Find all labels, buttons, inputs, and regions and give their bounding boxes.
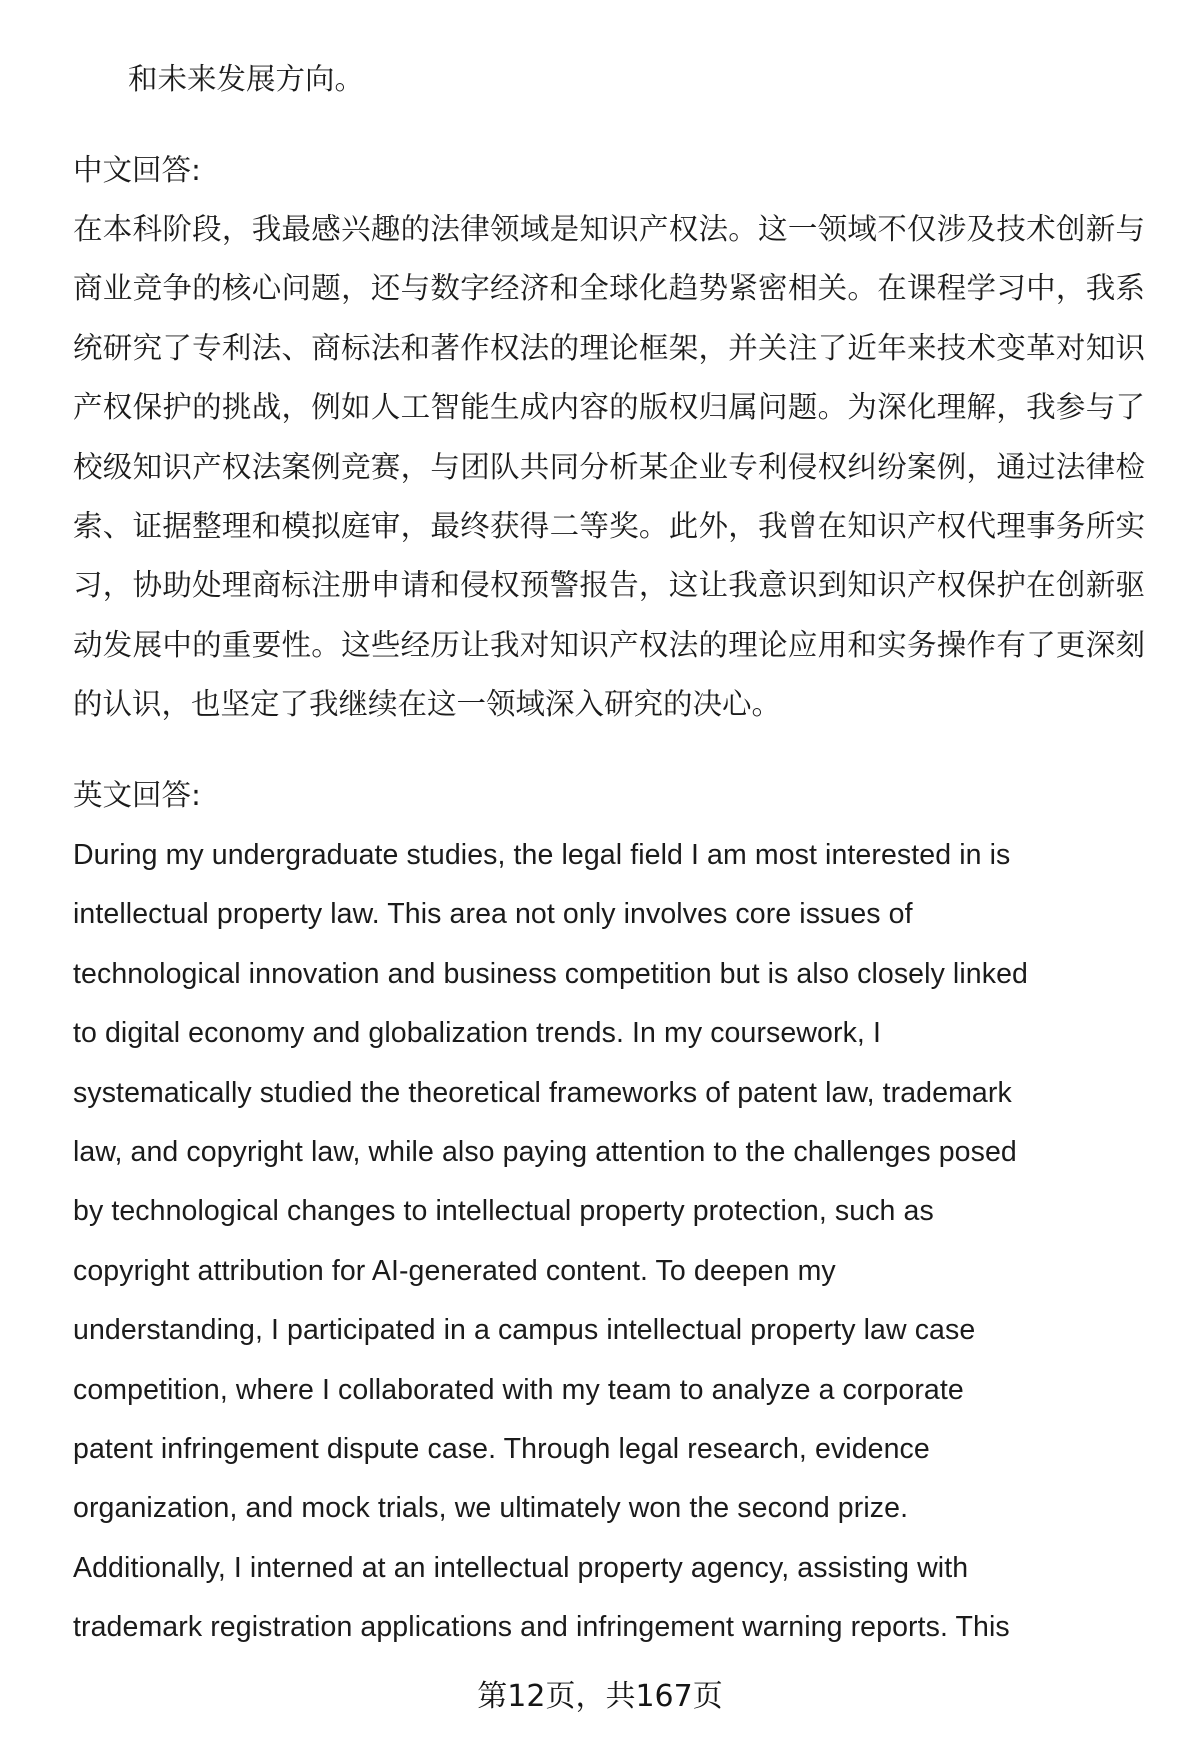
- text-line: During my undergraduate studies, the legal field I am most interested in is: [73, 839, 1011, 871]
- text-line: 在本科阶段，我最感兴趣的法律领域是知识产权法。这一领域不仅涉及技术创新与: [73, 212, 1145, 246]
- text-line: copyright attribution for AI-generated content. To deepen my: [73, 1254, 836, 1287]
- chinese-answer-heading: 中文回答:: [73, 153, 201, 187]
- continuation-line: 和未来发展方向。: [128, 62, 365, 96]
- text-line: 商业竞争的核心问题，还与数字经济和全球化趋势紧密相关。在课程学习中，我系: [73, 271, 1145, 306]
- english-answer-paragraph: [73, 826, 1163, 1657]
- text-line: technological innovation and business competition but is also closely linked: [73, 957, 1029, 990]
- text-line: 的认识，也坚定了我继续在这一领域深入研究的决心。: [73, 687, 782, 722]
- text-line: understanding, I participated in a campus intellectual property law case: [73, 1314, 976, 1347]
- text-line: organization, and mock trials, we ultimately won the second prize.: [73, 1492, 909, 1525]
- text-line: intellectual property law. This area not only involves core issues of: [73, 898, 913, 931]
- text-line: 习，协助处理商标注册申请和侵权预警报告，这让我意识到知识产权保护在创新驱: [73, 568, 1145, 603]
- text-line: trademark registration applications and infringement warning reports. This: [73, 1611, 1010, 1644]
- text-line: Additionally, I interned at an intellectual property agency, assisting with: [73, 1551, 969, 1584]
- english-answer-heading: 英文回答:: [73, 778, 201, 812]
- text-line: patent infringement dispute case. Through legal research, evidence: [73, 1432, 930, 1465]
- text-line: systematically studied the theoretical frameworks of patent law, trademark: [73, 1076, 1012, 1109]
- text-line: by technological changes to intellectual property protection, such as: [73, 1195, 934, 1228]
- chinese-answer-paragraph: [73, 200, 1145, 735]
- text-line: 统研究了专利法、商标法和著作权法的理论框架，并关注了近年来技术变革对知识: [73, 330, 1145, 365]
- text-line: law, and copyright law, while also paying attention to the challenges posed: [73, 1135, 1017, 1168]
- text-line: 产权保护的挑战，例如人工智能生成内容的版权归属问题。为深化理解，我参与了: [73, 390, 1145, 425]
- text-line: to digital economy and globalization trends. In my coursework, I: [73, 1017, 881, 1050]
- text-line: competition, where I collaborated with my team to analyze a corporate: [73, 1373, 964, 1406]
- page-number-footer: 第12页，共167页: [477, 1679, 723, 1714]
- text-line: 动发展中的重要性。这些经历让我对知识产权法的理论应用和实务操作有了更深刻: [73, 627, 1145, 662]
- text-line: 校级知识产权法案例竞赛，与团队共同分析某企业专利侵权纠纷案例，通过法律检: [73, 449, 1145, 484]
- text-line: 索、证据整理和模拟庭审，最终获得二等奖。此外，我曾在知识产权代理事务所实: [73, 508, 1145, 543]
